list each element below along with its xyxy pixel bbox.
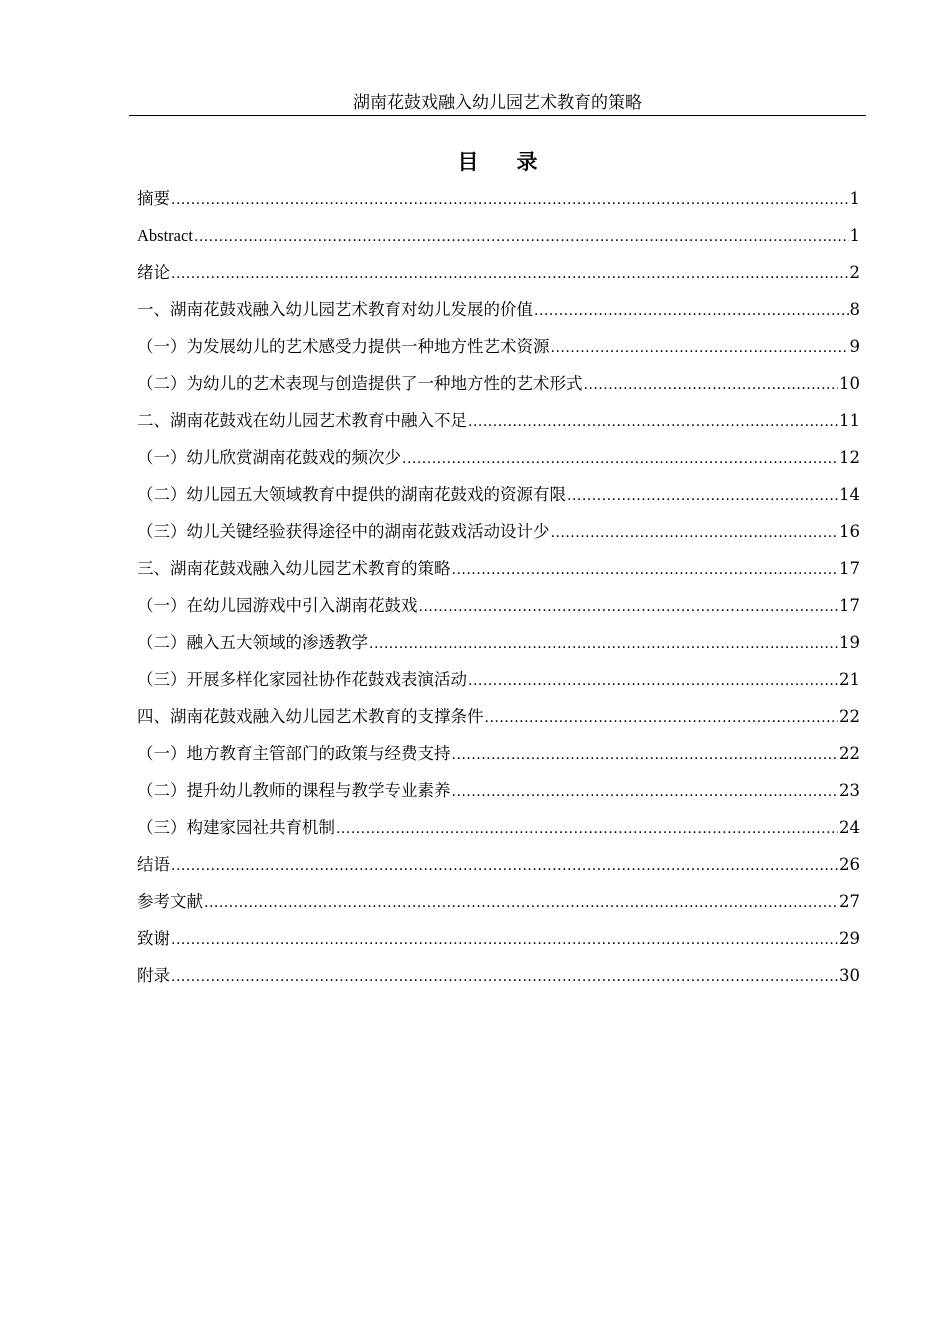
toc-entry-page: 8 [849,300,860,319]
toc-entry-section-2-1[interactable] [137,444,860,481]
toc-entry-page: 30 [839,966,860,985]
toc-entry-section-3-1[interactable] [137,592,860,629]
toc-entry-section-1-1[interactable] [137,333,860,370]
toc-entry-label: Abstract [137,226,193,245]
toc-entry-page: 17 [839,559,860,578]
toc-entry-section-3-3[interactable] [137,666,860,703]
toc-entry-chapter-4[interactable] [137,703,860,740]
toc-entry-label: 一、湖南花鼓戏融入幼儿园艺术教育对幼儿发展的价值 [137,300,533,319]
toc-entry-label: （一）为发展幼儿的艺术感受力提供一种地方性艺术资源 [137,337,550,356]
toc-entry-page: 17 [839,596,860,615]
dot-leader [551,520,839,547]
running-header-title: 湖南花鼓戏融入幼儿园艺术教育的策略 [353,93,642,113]
header-rule [129,115,866,116]
dot-leader [452,557,839,584]
toc-entry-label: （一）在幼儿园游戏中引入湖南花鼓戏 [137,596,418,615]
toc-entry-chapter-1[interactable] [137,296,860,333]
toc-entry-label: （一）地方教育主管部门的政策与经费支持 [137,744,451,763]
dot-leader [468,668,838,695]
dot-leader [452,779,839,806]
toc-entry-section-4-1[interactable] [137,740,860,777]
dot-leader [468,409,838,436]
toc-entry-section-3-2[interactable] [137,629,860,666]
toc-entry-page: 22 [839,707,860,726]
toc-entry-references[interactable] [137,888,860,925]
toc-entry-page: 29 [839,929,860,948]
toc-entry-label: （三）幼儿关键经验获得途径中的湖南花鼓戏活动设计少 [137,522,550,541]
toc-entry-page: 11 [839,411,860,430]
dot-leader [402,446,838,473]
toc-entry-label: （二）融入五大领域的渗透教学 [137,633,368,652]
dot-leader [369,631,838,658]
toc-entry-acknowledgements[interactable] [137,925,860,962]
dot-leader [171,261,849,288]
toc-entry-page: 12 [839,448,860,467]
toc-entry-label: 绪论 [137,263,170,282]
toc-entry-chapter-2[interactable] [137,407,860,444]
dot-leader [171,964,838,991]
dot-leader [171,187,849,214]
toc-entry-label: 参考文献 [137,892,203,911]
dot-leader [204,890,838,917]
toc-entry-appendix[interactable] [137,962,860,999]
toc-entry-label: （二）提升幼儿教师的课程与教学专业素养 [137,781,451,800]
toc-title: 目录 [457,150,576,174]
dot-leader [485,705,839,732]
toc-entry-label: 二、湖南花鼓戏在幼儿园艺术教育中融入不足 [137,411,467,430]
toc-entry-label: （二）幼儿园五大领域教育中提供的湖南花鼓戏的资源有限 [137,485,566,504]
toc-entry-label: 致谢 [137,929,170,948]
toc-entry-section-2-2[interactable] [137,481,860,518]
toc-entry-conclusion[interactable] [137,851,860,888]
dot-leader [452,742,839,769]
toc-entry-section-2-3[interactable] [137,518,860,555]
dot-leader [567,483,838,510]
toc-entry-abstract-en[interactable] [137,222,860,259]
toc-entry-page: 9 [849,337,860,356]
dot-leader [419,594,839,621]
toc-entry-page: 19 [839,633,860,652]
dot-leader [171,927,838,954]
toc-entry-page: 27 [839,892,860,911]
toc-entry-label: 摘要 [137,189,170,208]
toc-entry-page: 1 [849,226,860,245]
toc-entry-label: （二）为幼儿的艺术表现与创造提供了一种地方性的艺术形式 [137,374,583,393]
dot-leader [194,224,849,251]
toc-entry-label: 四、湖南花鼓戏融入幼儿园艺术教育的支撑条件 [137,707,484,726]
toc-entry-page: 10 [839,374,860,393]
toc-entry-page: 1 [849,189,860,208]
dot-leader [336,816,838,843]
toc-entry-page: 14 [839,485,860,504]
toc-entry-abstract-cn[interactable] [137,185,860,222]
toc-entry-chapter-3[interactable] [137,555,860,592]
toc-entry-page: 23 [839,781,860,800]
toc-entry-page: 16 [839,522,860,541]
toc-entry-label: 结语 [137,855,170,874]
toc-entry-section-4-2[interactable] [137,777,860,814]
toc-entry-page: 21 [839,670,860,689]
toc-entry-page: 24 [839,818,860,837]
toc-entry-page: 2 [849,263,860,282]
toc-entry-section-1-2[interactable] [137,370,860,407]
toc-entry-label: （三）构建家园社共育机制 [137,818,335,837]
toc-entry-page: 22 [839,744,860,763]
dot-leader [534,298,849,325]
dot-leader [171,853,838,880]
toc-entry-label: （三）开展多样化家园社协作花鼓戏表演活动 [137,670,467,689]
toc-list [137,185,860,999]
toc-entry-label: （一）幼儿欣赏湖南花鼓戏的频次少 [137,448,401,467]
dot-leader [584,372,839,399]
toc-entry-section-4-3[interactable] [137,814,860,851]
toc-entry-introduction[interactable] [137,259,860,296]
toc-entry-label: 附录 [137,966,170,985]
toc-entry-page: 26 [839,855,860,874]
toc-entry-label: 三、湖南花鼓戏融入幼儿园艺术教育的策略 [137,559,451,578]
dot-leader [551,335,849,362]
